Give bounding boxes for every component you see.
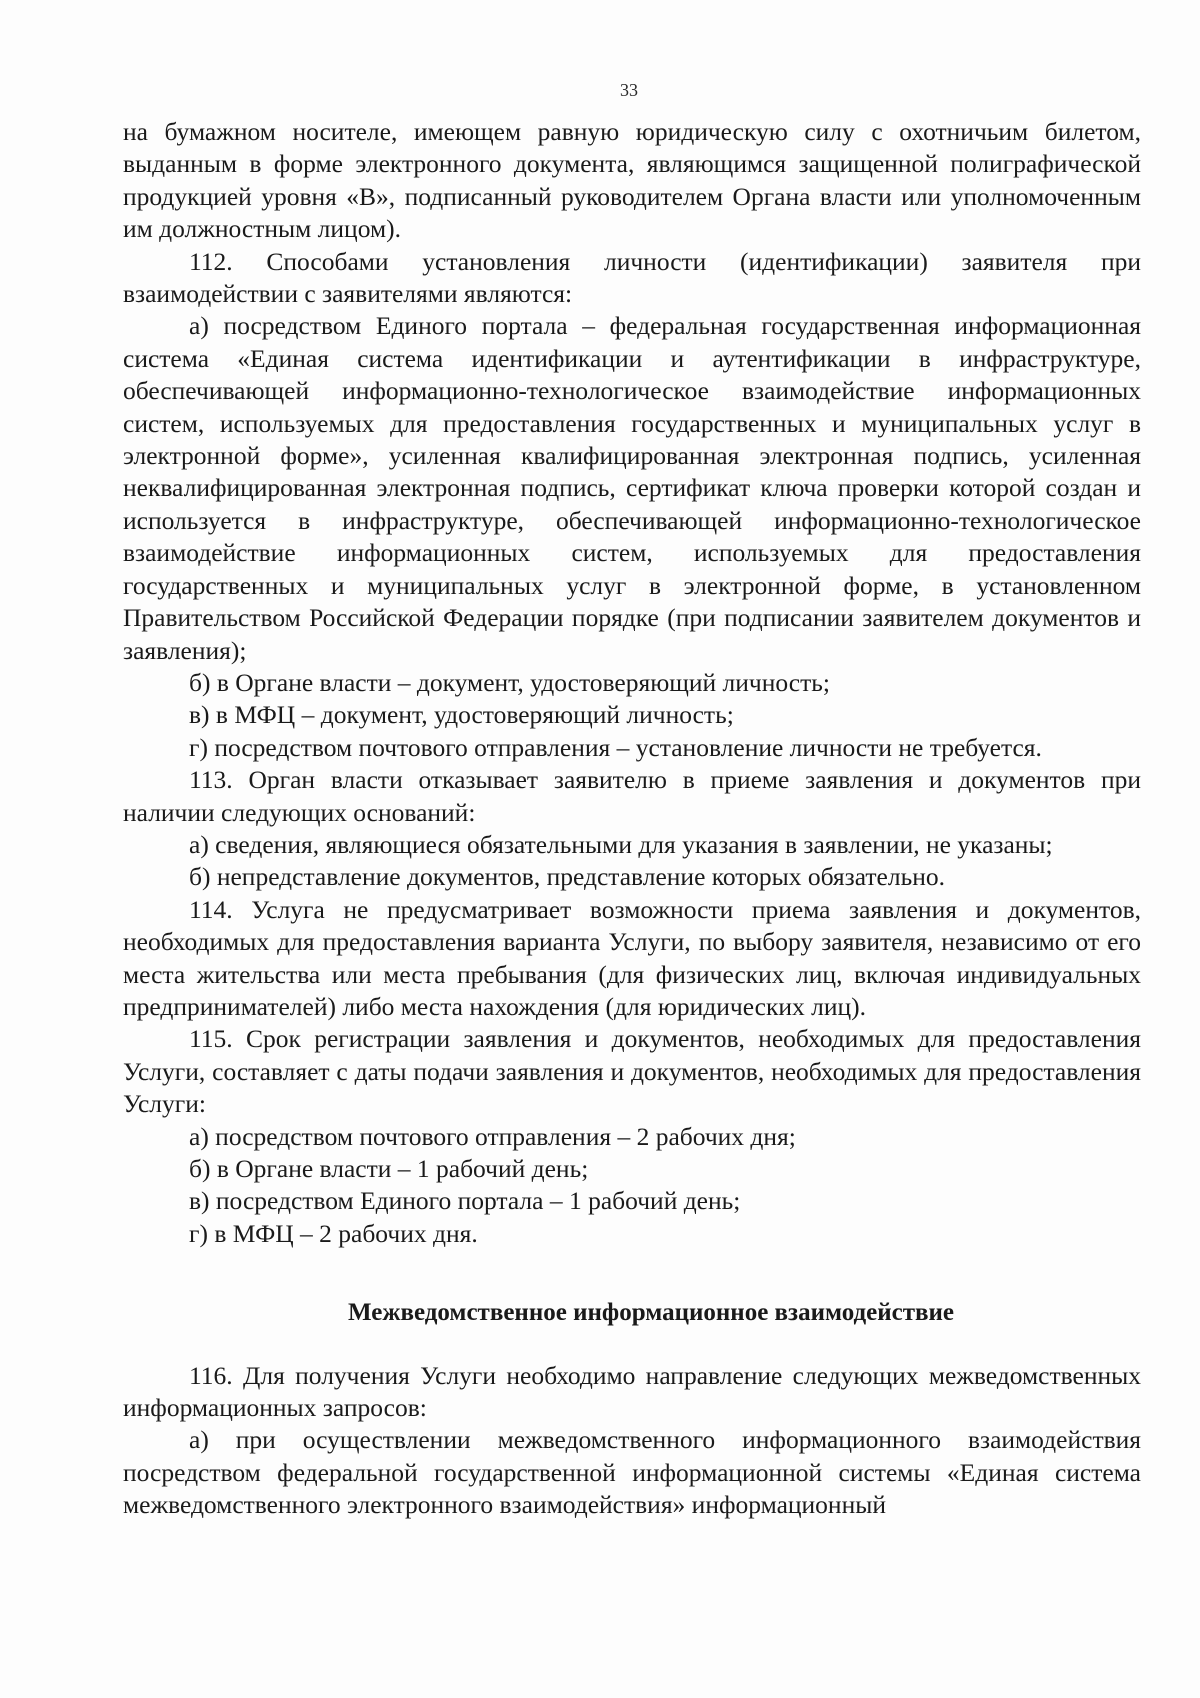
document-body xyxy=(123,116,1141,1522)
paragraph-115-g: г) в МФЦ – 2 рабочих дня. xyxy=(189,1218,478,1248)
paragraph-112-b: б) в Органе власти – документ, удостоверяющий личность; xyxy=(189,667,830,697)
paragraph-116: 116. Для получения Услуги необходимо направление следующих межведомственных информационных запросов: xyxy=(123,1360,1141,1423)
paragraph-112-a: а) посредством Единого портала – федеральная государственная информационная система «Единая система идентификации и аутентификации в инфраструктуре, обеспечивающей информационно-технологическое взаимодействие информационных систем, используемых для предоставления государственных и муниципальных услуг в электронной форме», усиленная квалифицированная электронная подпись, усиленная неквалифицированная электронная подпись, сертификат ключа проверки которой создан и используется в инфраструктуре, обеспечивающей информационно-технологическое взаимодействие информационных систем, используемых для предоставления государственных и муниципальных услуг в электронной форме, в установленном Правительством Российской Федерации порядке (при подписании заявителем документов и заявления); xyxy=(123,311,1141,665)
paragraph-113: 113. Орган власти отказывает заявителю в приеме заявления и документов при наличии следующих оснований: xyxy=(123,765,1141,827)
section-heading: Межведомственное информационное взаимодействие xyxy=(348,1299,954,1327)
paragraph-115-v: в) посредством Единого портала – 1 рабочий день; xyxy=(189,1186,741,1216)
paragraph-114: 114. Услуга не предусматривает возможности приема заявления и документов, необходимых для предоставления варианта Услуги, по выбору заявителя, независимо от его места жительства или места пребывания (для физических лиц, включая индивидуальных предпринимателей) либо места нахождения (для юридических лиц). xyxy=(123,894,1141,1021)
paragraph-116-a: а) при осуществлении межведомственного информационного взаимодействия посредством федеральной государственной информационной системы «Единая система межведомственного электронного взаимодействия» информационный xyxy=(123,1425,1141,1520)
paragraph-115-a: а) посредством почтового отправления – 2 рабочих дня; xyxy=(189,1121,796,1151)
paragraph-115: 115. Срок регистрации заявления и документов, необходимых для предоставления Услуги, составляет с даты подачи заявления и документов, необходимых для предоставления Услуги: xyxy=(123,1024,1141,1119)
paragraph-113-a: а) сведения, являющиеся обязательными для указания в заявлении, не указаны; xyxy=(189,829,1053,859)
paragraph-115-b: б) в Органе власти – 1 рабочий день; xyxy=(189,1154,589,1183)
paragraph-113-b: б) непредставление документов, представление которых обязательно. xyxy=(189,862,945,892)
paragraph-continuation: на бумажном носителе, имеющем равную юридическую силу с охотничьим билетом, выданным в форме электронного документа, являющимся защищенной полиграфической продукцией уровня «В», подписанный руководителем Органа власти или уполномоченным им должностным лицом). xyxy=(123,117,1141,244)
paragraph-112-v: в) в МФЦ – документ, удостоверяющий личность; xyxy=(189,700,734,730)
page-number: 33 xyxy=(620,80,638,100)
paragraph-112-g: г) посредством почтового отправления – установление личности не требуется. xyxy=(189,732,1042,762)
paragraph-112: 112. Способами установления личности (идентификации) заявителя при взаимодействии с заявителями являются: xyxy=(123,246,1141,309)
